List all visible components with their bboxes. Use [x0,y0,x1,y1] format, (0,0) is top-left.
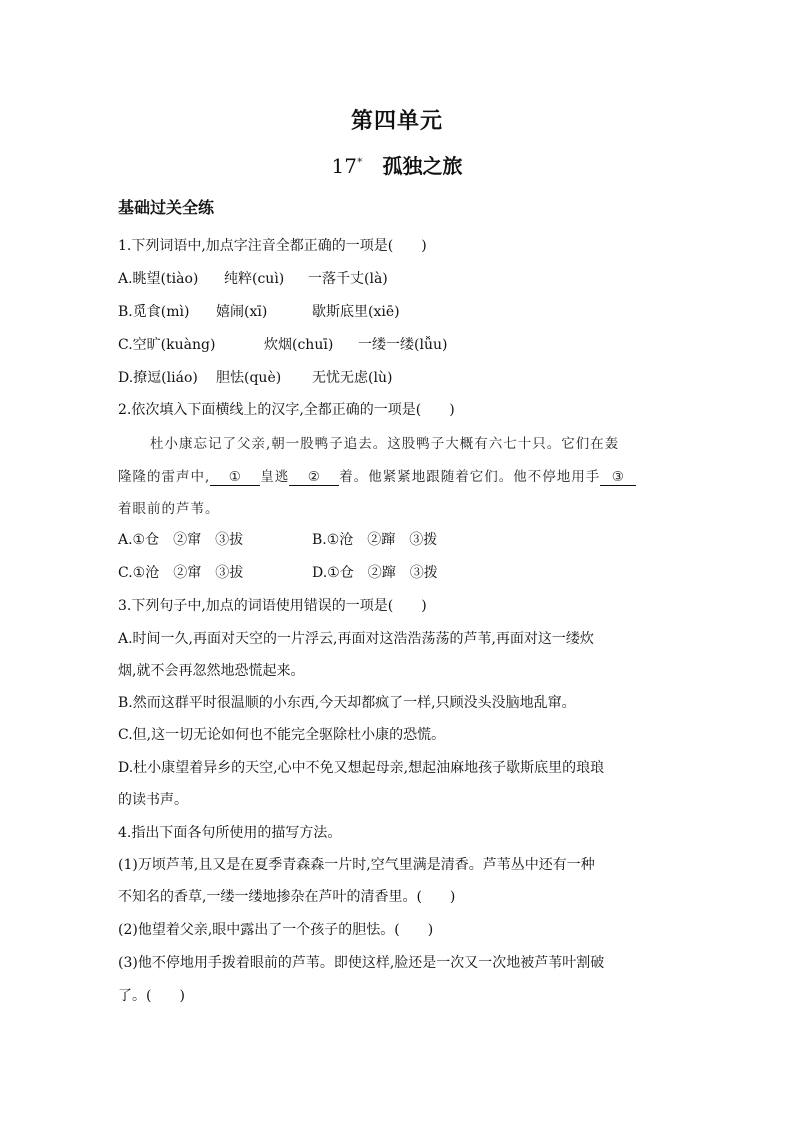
lesson-star: * [356,155,363,169]
q1-a-2: 纯粹(cuì) [224,271,285,287]
q1-c-1: C.空旷(kuàng) [118,337,216,353]
q1-c-2: 炊烟(chuī) [264,337,334,353]
q1-b-2: 嬉闹(xī) [216,304,268,320]
unit-title: 第四单元 [350,109,443,134]
q1-a-1: A.眺望(tiào) [118,271,199,287]
q3-option-a-line-1: A.时间一久,再面对天空的一片浮云,再面对这浩浩荡荡的芦苇,再面对这一缕炊 [118,631,594,647]
q2-blank-3: ③ [600,469,636,486]
q3-option-c: C.但,这一切无论如何也不能完全驱除杜小康的恐慌。 [118,727,446,743]
q2-passage-line-2 [118,465,636,486]
q3-option-d-line-1: D.杜小康望着异乡的天空,心中不免又想起母亲,想起油麻地孩子歇斯底里的琅琅 [118,760,605,776]
q4-stem: 4.指出下面各句所使用的描写方法。 [118,825,342,841]
q2-stem: 2.依次填入下面横线上的汉字,全都正确的一项是( ) [118,402,455,418]
q1-d-2: 胆怯(què) [216,370,282,386]
q1-b-1: B.觅食(mì) [118,304,190,320]
q2-option-b: B.①沧 ②蹿 ③拨 [312,532,438,548]
q1-d-1: D.撩逗(liáo) [118,370,198,386]
q2-option-a: A.①仓 ②窜 ③拔 [118,532,244,548]
q1-option-d [118,367,392,387]
q2-blank-2: ② [289,469,339,486]
lesson-title [0,150,794,179]
q4-item-1-line-1: (1)万顷芦苇,且又是在夏季青森森一片时,空气里满是清香。芦苇丛中还有一种 [118,857,595,873]
q4-item-3-line-1: (3)他不停地用手拨着眼前的芦苇。即使这样,脸还是一次又一次地被芦苇叶割破 [118,955,605,971]
q2-passage-line-1: 杜小康忘记了父亲,朝一股鸭子追去。这股鸭子大概有六七十只。它们在轰 [150,436,620,452]
q3-option-a-line-2: 烟,就不会再忽然地恐慌起来。 [118,663,305,679]
q4-item-3-line-2: 了。( ) [118,988,185,1004]
q2-option-d: D.①仓 ②蹿 ③拨 [312,565,438,581]
q1-a-3: 一落千丈(là) [308,271,388,287]
lesson-number: 17 [331,154,357,178]
q4-item-1-line-2: 不知名的香草,一缕一缕地掺杂在芦叶的清香里。( ) [118,889,456,905]
q1-d-3: 无忧无虑(lù) [312,370,393,386]
section-heading: 基础过关全练 [118,198,215,217]
q1-option-b [118,301,400,321]
q3-option-d-line-2: 的读书声。 [118,792,188,808]
q2-passage-line-3: 着眼前的芦苇。 [118,501,220,517]
q3-option-b: B.然而这群平时很温顺的小东西,今天却都疯了一样,只顾没头没脑地乱窜。 [118,695,576,711]
q1-stem: 1.下列词语中,加点字注音全都正确的一项是( ) [118,238,427,254]
q1-c-3: 一缕一缕(lǚu) [358,337,448,353]
q2-option-c: C.①沧 ②窜 ③拔 [118,565,244,581]
q1-option-a [118,268,388,288]
q3-stem: 3.下列句子中,加点的词语使用错误的一项是( ) [118,598,427,614]
q2-passage-text-a: 隆隆的雷声中, [118,469,211,485]
q2-blank-1: ① [210,469,260,486]
q4-item-2: (2)他望着父亲,眼中露出了一个孩子的胆怯。( ) [118,922,434,938]
q1-b-3: 歇斯底里(xiē) [312,304,400,320]
q2-passage-text-c: 着。他紧紧地跟随着它们。他不停地用手 [339,469,601,485]
q1-option-c [118,334,447,354]
lesson-name: 孤独之旅 [382,154,463,178]
q2-passage-text-b: 皇逃 [260,469,290,485]
